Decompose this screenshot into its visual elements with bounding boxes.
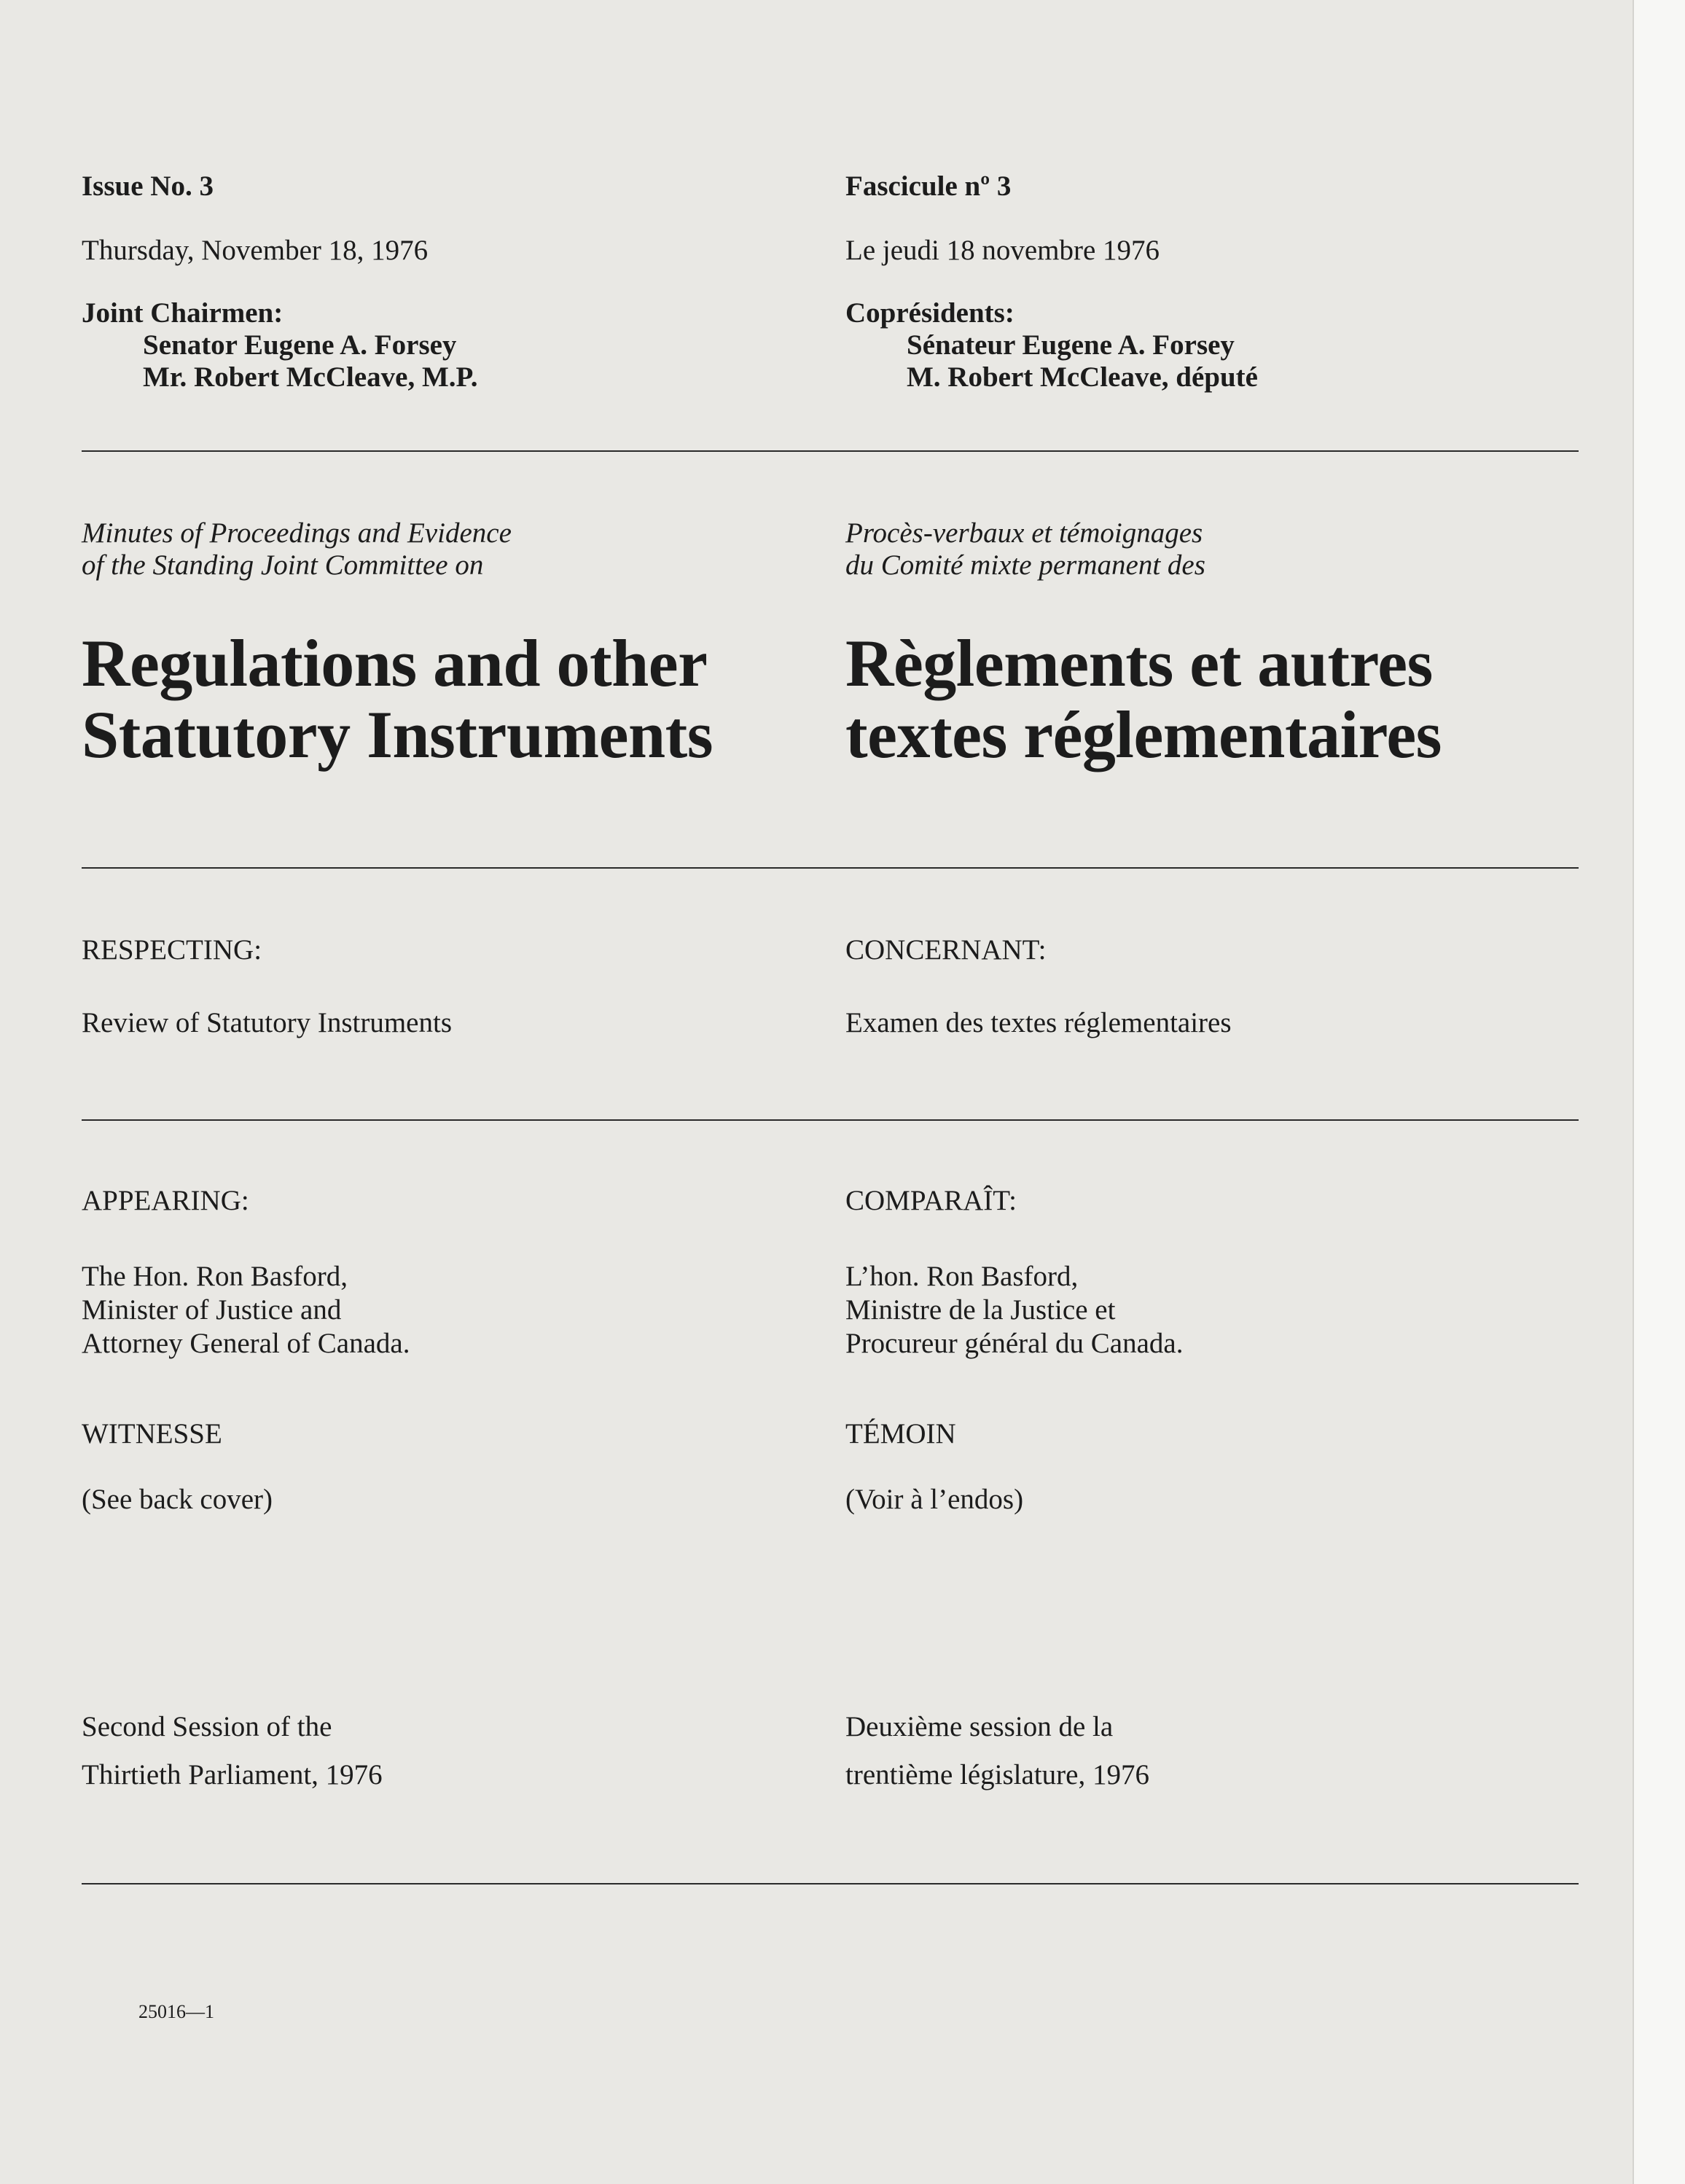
witness-text-fr: (Voir à l’endos) <box>845 1484 1024 1515</box>
divider-respecting <box>82 1119 1579 1121</box>
meeting-date-en: Thursday, November 18, 1976 <box>82 235 429 266</box>
appearing-line-1-fr: L’hon. Ron Basford, <box>845 1261 1079 1292</box>
witness-label-fr: TÉMOIN <box>845 1418 956 1449</box>
appearing-label-en: APPEARING: <box>82 1185 249 1216</box>
chairman-mccleave-fr: M. Robert McCleave, député <box>907 361 1258 393</box>
issue-number-en: Issue No. 3 <box>82 171 214 202</box>
respecting-text-fr: Examen des textes réglementaires <box>845 1007 1232 1038</box>
appearing-line-1-en: The Hon. Ron Basford, <box>82 1261 348 1292</box>
appearing-line-3-en: Attorney General of Canada. <box>82 1328 410 1359</box>
session-line-1-en: Second Session of the <box>82 1711 332 1742</box>
appearing-label-fr: COMPARAÎT: <box>845 1185 1017 1216</box>
joint-chairmen-label-fr: Coprésidents: <box>845 297 1014 329</box>
session-line-2-fr: trentième législature, 1976 <box>845 1759 1149 1790</box>
joint-chairmen-label-en: Joint Chairmen: <box>82 297 284 329</box>
committee-title-line-2-fr: textes réglementaires <box>845 697 1442 772</box>
minutes-line-1-en: Minutes of Proceedings and Evidence <box>82 517 512 549</box>
appearing-line-3-fr: Procureur général du Canada. <box>845 1328 1184 1359</box>
chairman-forsey-en: Senator Eugene A. Forsey <box>143 329 457 361</box>
committee-title-line-2-en: Statutory Instruments <box>82 697 714 772</box>
respecting-text-en: Review of Statutory Instruments <box>82 1007 453 1038</box>
issue-number-fr: Fascicule nº 3 <box>845 171 1012 202</box>
minutes-line-2-en: of the Standing Joint Committee on <box>82 549 484 581</box>
committee-title-line-1-en: Regulations and other <box>82 626 708 700</box>
meeting-date-fr: Le jeudi 18 novembre 1976 <box>845 235 1160 266</box>
minutes-line-1-fr: Procès-verbaux et témoignages <box>845 517 1203 549</box>
committee-title-line-1-fr: Règlements et autres <box>845 626 1433 700</box>
witness-label-en: WITNESSE <box>82 1418 222 1449</box>
chairman-forsey-fr: Sénateur Eugene A. Forsey <box>907 329 1235 361</box>
print-code: 25016—1 <box>138 2001 214 2022</box>
chairman-mccleave-en: Mr. Robert McCleave, M.P. <box>143 361 478 393</box>
divider-bottom <box>82 1883 1579 1884</box>
minutes-line-2-fr: du Comité mixte permanent des <box>845 549 1205 581</box>
appearing-line-2-fr: Ministre de la Justice et <box>845 1294 1116 1326</box>
respecting-label-en: RESPECTING: <box>82 934 262 966</box>
session-line-2-en: Thirtieth Parliament, 1976 <box>82 1759 383 1790</box>
divider-title <box>82 867 1579 869</box>
witness-text-en: (See back cover) <box>82 1484 273 1515</box>
respecting-label-fr: CONCERNANT: <box>845 934 1047 966</box>
divider-top <box>82 450 1579 452</box>
appearing-line-2-en: Minister of Justice and <box>82 1294 342 1326</box>
page-edge <box>1633 0 1685 2184</box>
session-line-1-fr: Deuxième session de la <box>845 1711 1114 1742</box>
